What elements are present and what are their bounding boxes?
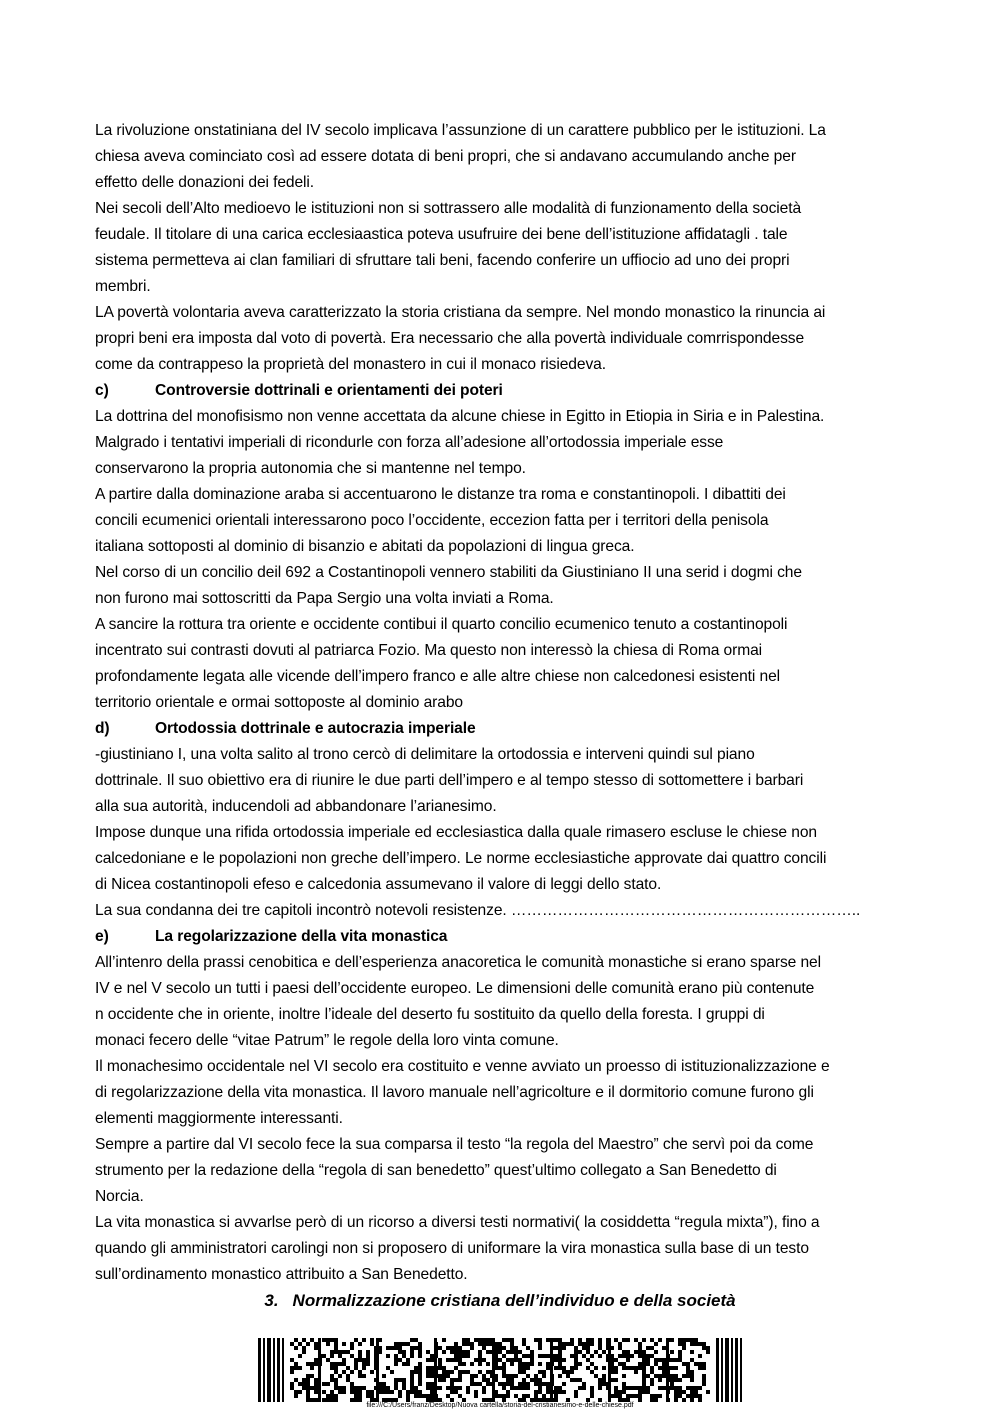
text-line: concili ecumenici orientali interessarono poco l’occidente, eccezion fatta per i territori della penisola: [95, 512, 769, 529]
text-line: strumento per la redazione della “regola di san benedetto” quest’ultimo collegato a San Benedetto di: [95, 1162, 777, 1179]
text-line: elementi maggiormente interessanti.: [95, 1110, 343, 1127]
text-line: chiesa aveva cominciato così ad essere dotata di beni propri, che si andavano accumulando anche per: [95, 148, 796, 165]
text-line: Sempre a partire dal VI secolo fece la sua comparsa il testo “la regola del Maestro” che servì poi da come: [95, 1136, 814, 1153]
text-line: non furono mai sottoscritti da Papa Sergio una volta inviati a Roma.: [95, 590, 554, 607]
text-line: -giustiniano I, una volta salito al trono cercò di delimitare la ortodossia e interveni quindi sul piano: [95, 746, 755, 763]
section-heading-c: [95, 378, 910, 404]
text-line: A partire dalla dominazione araba si accentuarono le distanze tra roma e constantinopoli. I dibattiti dei: [95, 486, 786, 503]
text-line: Nel corso di un concilio deil 692 a Costantinopoli vennero stabiliti da Giustiniano II una serid i dogmi che: [95, 564, 802, 581]
text-line: italiana sottoposti al dominio di bisanzio e abitati da popolazioni di lingua greca.: [95, 538, 635, 555]
section-c-paragraphs: [95, 404, 910, 716]
text-line: conservarono la propria autonomia che si mantenne nel tempo.: [95, 460, 526, 477]
intro-paragraphs: [95, 118, 910, 378]
heading-letter: d): [95, 720, 110, 737]
section-e-paragraphs: [95, 950, 910, 1288]
section-title-text: Normalizzazione cristiana dell’individuo e della società: [292, 1291, 736, 1310]
text-line: alla sua autorità, inducendoli ad abbandonare l’arianesimo.: [95, 798, 497, 815]
barcode: [258, 1338, 742, 1402]
text-line: membri.: [95, 278, 151, 295]
text-line: La rivoluzione onstatiniana del IV secolo implicava l’assunzione di un carattere pubblico per le istituzioni. La: [95, 122, 826, 139]
text-line: La sua condanna dei tre capitoli incontrò notevoli resistenze. …………………………………………………………..: [95, 902, 861, 919]
text-line: effetto delle donazioni dei fedeli.: [95, 174, 315, 191]
text-line: LA povertà volontaria aveva caratterizzato la storia cristiana da sempre. Nel mondo monastico la rinuncia ai: [95, 304, 826, 321]
text-line: n occidente che in oriente, inoltre l’ideale del deserto fu sostituito da quello della foresta. I gruppi di: [95, 1006, 765, 1023]
text-line: A sancire la rottura tra oriente e occidente contibui il quarto concilio ecumenico tenuto a costantinopoli: [95, 616, 788, 633]
text-line: sistema permetteva ai clan familiari di sfruttare tali beni, facendo conferire un uffiocio ad uno dei propri: [95, 252, 790, 269]
heading-title: Ortodossia dottrinale e autocrazia imperiale: [155, 720, 476, 737]
text-line: sull’ordinamento monastico attribuito a San Benedetto.: [95, 1266, 468, 1283]
section-number: 3.: [264, 1291, 279, 1310]
text-line: La vita monastica si avvarlse però di un ricorso a diversi testi normativi( la cosiddetta “regula mixta”), fino a: [95, 1214, 820, 1231]
text-line: come da contrappeso la proprietà del monastero in cui il monaco risiedeva.: [95, 356, 606, 373]
text-line: dottrinale. Il suo obiettivo era di riunire le due parti dell’impero e al tempo stesso di sottomettere i barbari: [95, 772, 804, 789]
text-line: All’intenro della prassi cenobitica e dell’esperienza anacoretica le comunità monastiche si erano sparse nel: [95, 954, 821, 971]
text-line: monaci fecero delle “vitae Patrum” le regole della loro vinta comune.: [95, 1032, 559, 1049]
section-heading-e: [95, 924, 910, 950]
text-line: propri beni era imposta dal voto di povertà. Era necessario che alla povertà individuale comrrispondesse: [95, 330, 805, 347]
heading-letter: e): [95, 928, 109, 945]
text-line: calcedoniane e le popolazioni non greche dell’impero. Le norme ecclesiastiche approvate dai quattro concili: [95, 850, 827, 867]
section-heading-d: [95, 716, 910, 742]
body-text: [95, 118, 910, 1288]
text-line: La dottrina del monofisismo non venne accettata da alcune chiese in Egitto in Etiopia in Siria e in Palestina.: [95, 408, 825, 425]
text-line: Malgrado i tentativi imperiali di ricondurle con forza all’adesione all’ortodossia imperiale esse: [95, 434, 724, 451]
text-line: quando gli amministratori carolingi non si proposero di uniformare la vira monastica sulla base di un testo: [95, 1240, 809, 1257]
text-line: feudale. Il titolare di una carica ecclesiaastica poteva usufruire dei bene dell’istituzione affidatagli . tale: [95, 226, 788, 243]
text-line: di Nicea costantinopoli efeso e calcedonia assumevano il valore di leggi dello stato.: [95, 876, 662, 893]
text-line: Norcia.: [95, 1188, 144, 1205]
heading-title: Controversie dottrinali e orientamenti dei poteri: [155, 382, 503, 399]
text-line: territorio orientale e ormai sottoposte al dominio arabo: [95, 694, 463, 711]
section-d-paragraphs: [95, 742, 910, 924]
heading-letter: c): [95, 382, 109, 399]
text-line: Nei secoli dell’Alto medioevo le istituzioni non si sottrassero alle modalità di funzionamento della società: [95, 200, 802, 217]
text-line: di regolarizzazione della vita monastica. Il lavoro manuale nell’agricolture e il dormitorio comune furono gli: [95, 1084, 814, 1101]
text-line: Impose dunque una rifida ortodossia imperiale ed ecclesiastica dalla quale rimasero escluse le chiese non: [95, 824, 817, 841]
text-line: incentrato sui contrasti dovuti al patriarca Fozio. Ma questo non interessò la chiesa di Roma ormai: [95, 642, 763, 659]
heading-title: La regolarizzazione della vita monastica: [155, 928, 448, 945]
text-line: IV e nel V secolo un tutti i paesi dell’occidente europeo. Le dimensioni delle comunità erano più contenute: [95, 980, 815, 997]
text-line: profondamente legata alle vicende dell’impero franco e alle altre chiese non calcedonesi esistenti nel: [95, 668, 781, 685]
section-title: [0, 1288, 1000, 1314]
file-path-footer: file:///C:/Users/franz/Desktop/Nuova cartella/storia-del-cristianesimo-e-delle-chiese.pdf: [366, 1402, 634, 1409]
text-line: Il monachesimo occidentale nel VI secolo era costituito e venne avviato un proesso di istituzionalizzazione e: [95, 1058, 830, 1075]
